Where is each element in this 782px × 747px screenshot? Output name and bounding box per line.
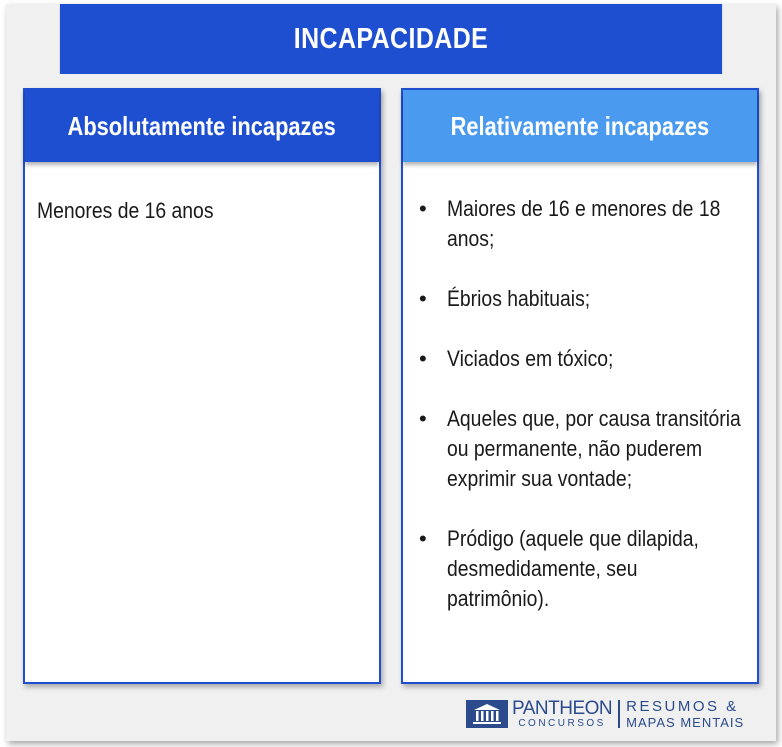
logo-divider (618, 700, 620, 728)
list-item (417, 284, 757, 314)
bullet-icon: • (419, 286, 427, 311)
column-absolutely-incapable (23, 88, 381, 684)
list-item-text: Pródigo (aquele que dilapida, desmedidamente, seu patrimônio). (447, 526, 699, 611)
list-item-text: Aqueles que, por causa transitória ou permanente, não puderem exprimir sua vontade; (447, 406, 741, 491)
column-heading-label: Absolutamente incapazes (67, 110, 337, 141)
brand-logo (466, 698, 744, 730)
logo-brand (512, 699, 612, 729)
list-item (417, 194, 757, 254)
page-title-bar (60, 4, 722, 74)
list-item (417, 524, 757, 614)
logo-brand-sub: CONCURSOS (518, 718, 606, 729)
bullet-icon: • (419, 346, 427, 371)
incapable-list (417, 194, 757, 644)
logo-brand-name: PANTHEON (512, 698, 613, 719)
logo-tagline-1: RESUMOS & (626, 698, 739, 715)
list-item (417, 404, 757, 494)
list-item-text: Maiores de 16 e menores de 18 anos; (447, 196, 721, 251)
column-relatively-incapable (401, 88, 759, 684)
column-heading-label: Relativamente incapazes (450, 110, 710, 141)
column-text: Menores de 16 anos (37, 198, 214, 223)
bullet-icon: • (419, 196, 427, 221)
list-item-text: Viciados em tóxico; (447, 346, 614, 371)
list-item-text: Ébrios habituais; (447, 286, 591, 311)
column-heading (403, 90, 757, 162)
logo-tagline (626, 699, 744, 729)
logo-tagline-2: MAPAS MENTAIS (626, 715, 745, 730)
list-item (417, 344, 757, 374)
page-title: INCAPACIDADE (293, 22, 489, 55)
bullet-icon: • (419, 526, 427, 551)
bullet-icon: • (419, 406, 427, 431)
temple-icon (466, 700, 508, 728)
column-heading (25, 90, 379, 162)
